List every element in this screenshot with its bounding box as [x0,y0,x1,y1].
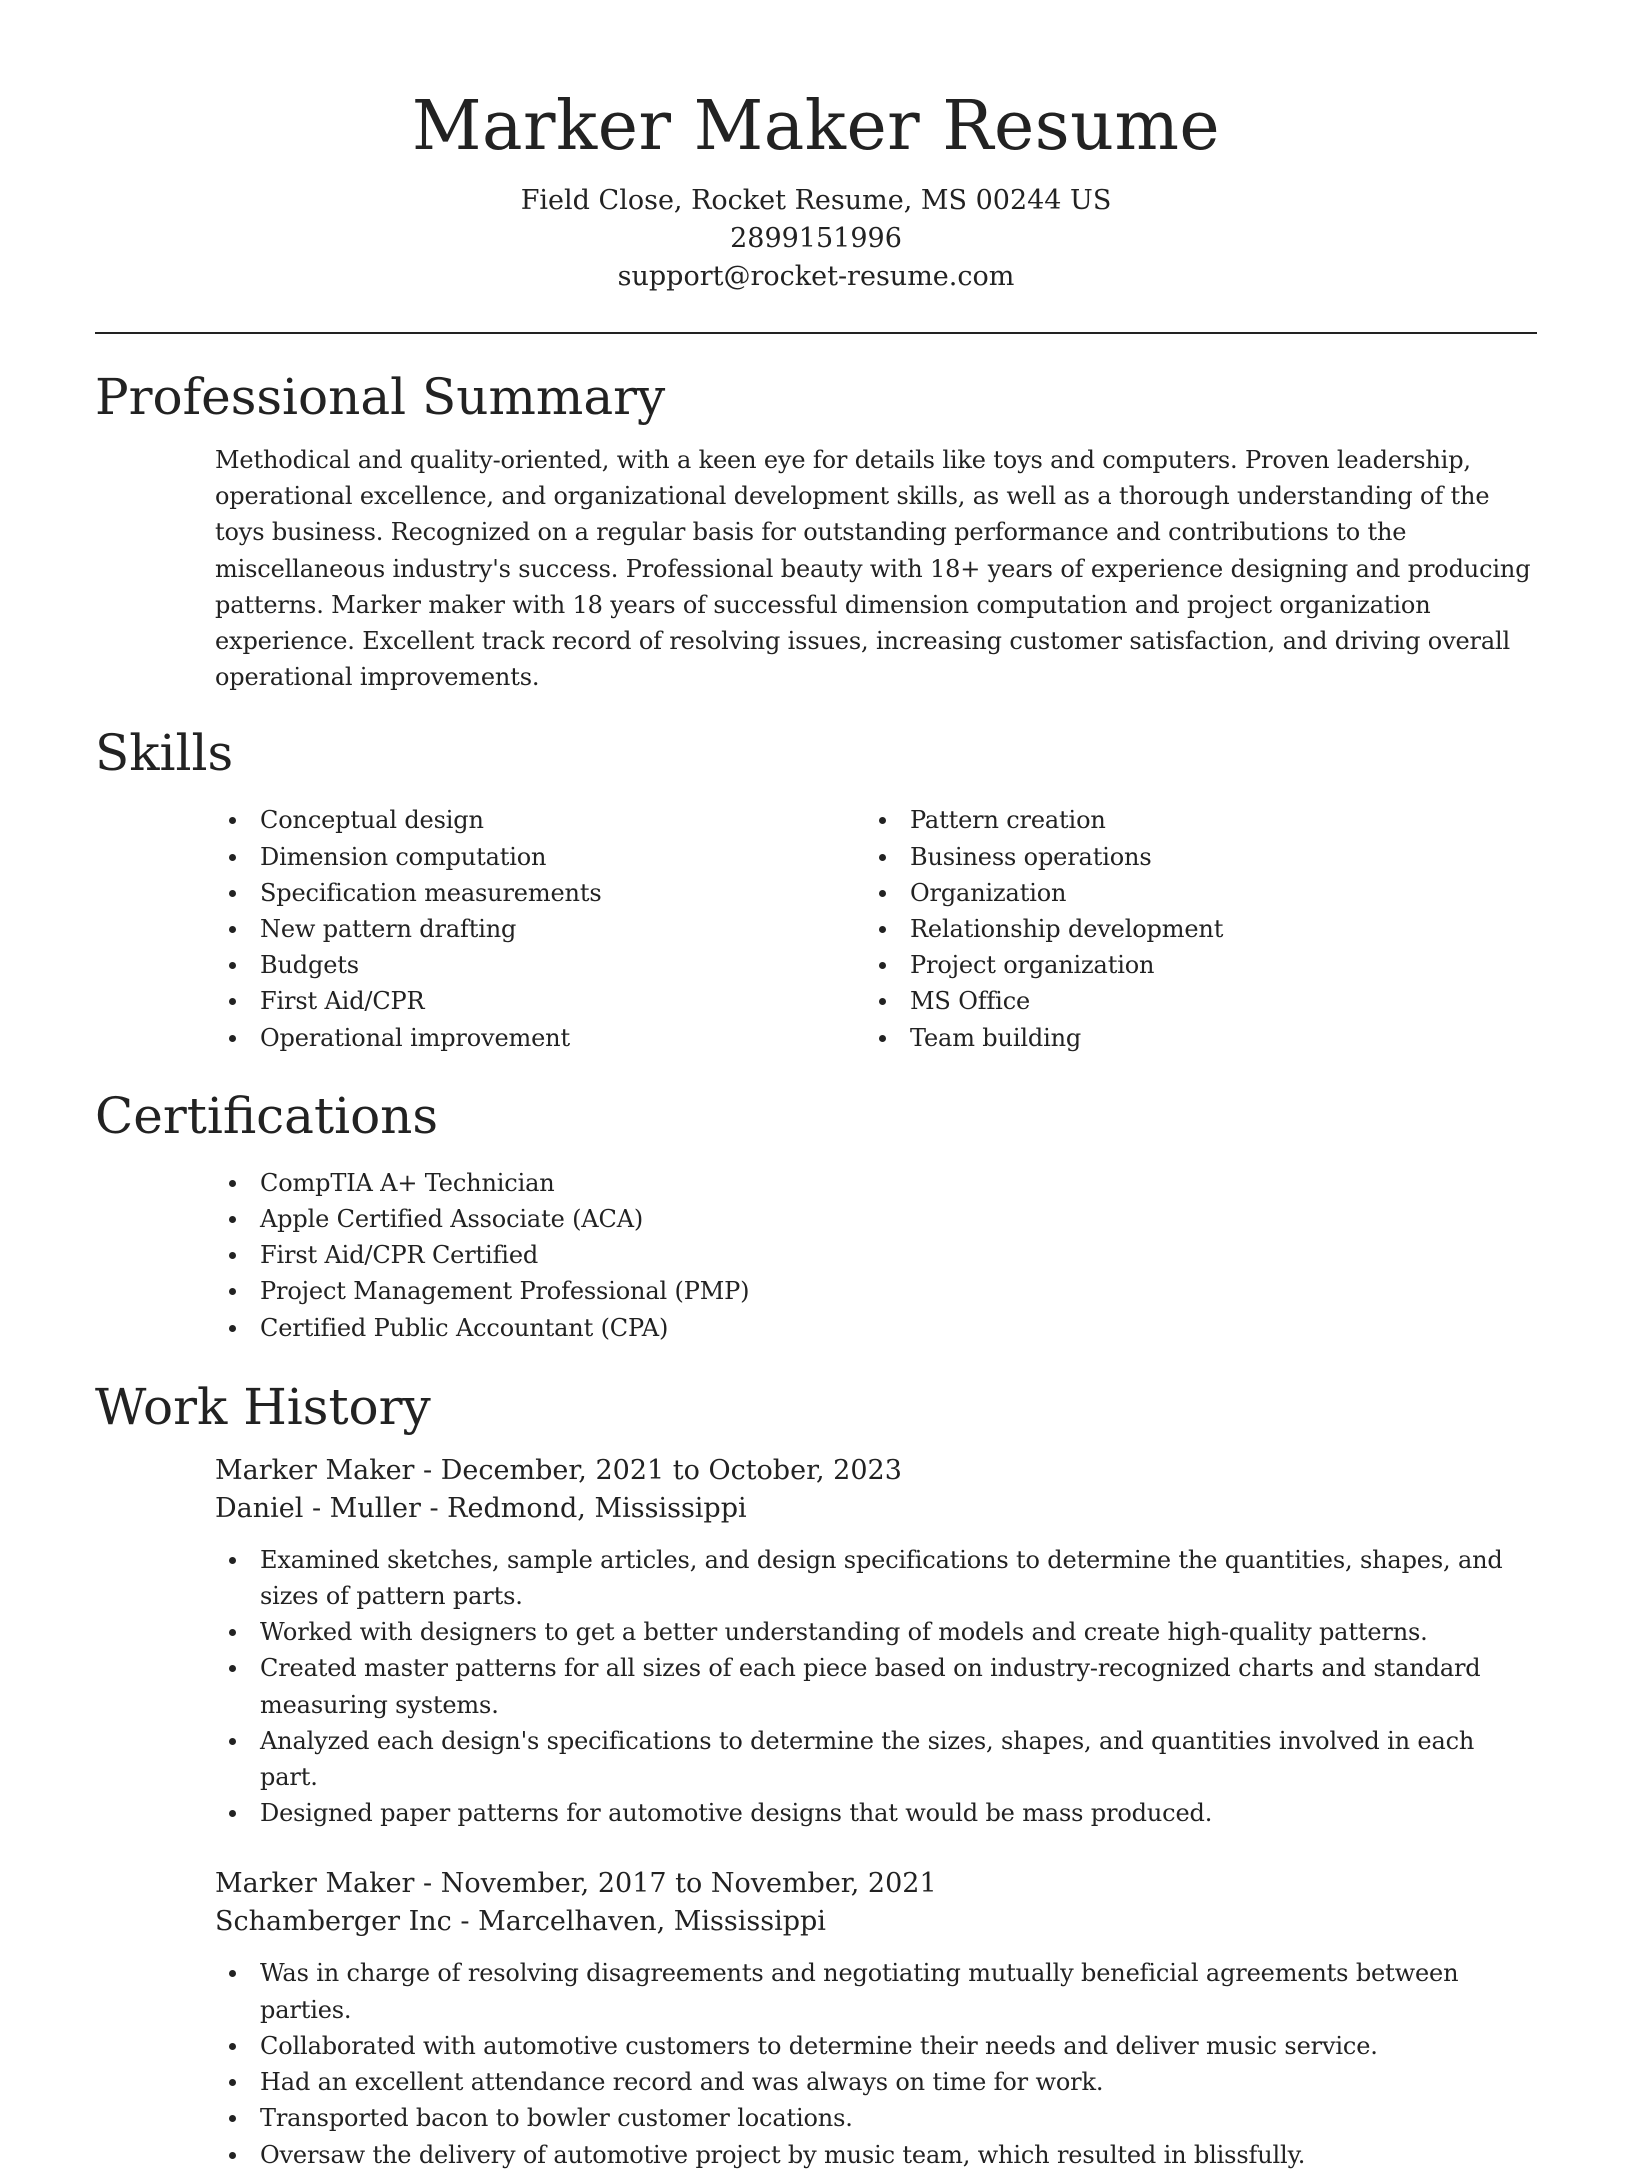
skills-column-left [95,802,745,1055]
skill-item: Dimension computation [95,839,745,875]
job-bullet: Was in charge of resolving disagreements and negotiating mutually beneficial agreements between parties. [95,1955,1537,2027]
skill-item: Relationship development [745,911,1223,947]
certifications-heading: Certifications [95,1086,439,1145]
certification-item: Apple Certified Associate (ACA) [95,1201,1537,1237]
job-bullet: Examined sketches, sample articles, and design specifications to determine the quantities, shapes, and sizes of pattern parts. [95,1542,1537,1614]
job-title: Marker Maker [215,1868,415,1900]
job-bullet: Analyzed each design's specifications to determine the sizes, shapes, and quantities involved in each part. [95,1723,1537,1795]
skill-item: Specification measurements [95,875,745,911]
job-employer: Daniel - Muller [215,1492,421,1524]
job-location: Redmond, Mississippi [447,1492,747,1524]
job-bullets [95,1542,1537,1832]
skill-item: Operational improvement [95,1020,745,1056]
job-bullets [95,1955,1537,2172]
certifications-list [95,1165,1537,1346]
contact-address: Field Close, Rocket Resume, MS 00244 US [520,185,1112,216]
skill-item: First Aid/CPR [95,983,745,1019]
job-bullet: Had an excellent attendance record and was always on time for work. [95,2064,1537,2100]
summary-text: Methodical and quality-oriented, with a keen eye for details like toys and computers. Proven leadership, operational excellence, and organizational development skills, as well as a thorough understanding of the toys business. Recognized on a regular basis for outstanding performance and contributions to the miscellaneous industry's success. Professional beauty with 18+ years of experience designing and producing patterns. Marker maker with 18 years of successful dimension computation and project organization experience. Excellent track record of resolving issues, increasing customer satisfaction, and driving overall operational improvements. [215,446,1531,692]
skills-section [95,722,1537,1055]
contact-phone: 2899151996 [730,223,902,254]
certification-item: CompTIA A+ Technician [95,1165,1537,1201]
job-bullet: Transported bacon to bowler customer locations. [95,2100,1537,2136]
work-history-section [95,1376,1537,2173]
skills-list-left [95,802,745,1055]
job-entry [215,1865,1537,2172]
job-bullet: Collaborated with automotive customers to determine their needs and deliver music service. [95,2028,1537,2064]
skill-item: Conceptual design [95,802,745,838]
job-dates: November, 2017 to November, 2021 [440,1868,937,1900]
skill-item: New pattern drafting [95,911,745,947]
resume-page [95,0,1537,2173]
certification-item: First Aid/CPR Certified [95,1237,1537,1273]
job-bullet: Oversaw the delivery of automotive project by music team, which resulted in blissfully. [95,2137,1537,2173]
skill-item: Budgets [95,947,745,983]
skill-item: Project organization [745,947,1223,983]
job-title-line: Marker Maker - December, 2021 to October, 2023 [215,1454,902,1486]
job-bullet: Created master patterns for all sizes of each piece based on industry-recognized charts and standard measuring systems. [95,1650,1537,1722]
skills-column-right [745,802,1223,1055]
job-employer: Schamberger Inc [215,1906,452,1938]
resume-title: Marker Maker Resume [411,87,1221,166]
contact-email: support@rocket-resume.com [617,261,1015,292]
skill-item: Pattern creation [745,802,1223,838]
job-bullet: Worked with designers to get a better understanding of models and create high-quality patterns. [95,1614,1537,1650]
job-bullet: Designed paper patterns for automotive designs that would be mass produced. [95,1795,1537,1831]
skill-item: Organization [745,875,1223,911]
job-employer-line: Schamberger Inc - Marcelhaven, Mississippi [215,1906,826,1938]
skills-columns [95,802,1537,1055]
job-entry [215,1452,1537,1832]
header-divider [95,332,1537,334]
job-title-line: Marker Maker - November, 2017 to November, 2021 [215,1868,937,1900]
skill-item: Team building [745,1020,1223,1056]
job-employer-line: Daniel - Muller - Redmond, Mississippi [215,1492,747,1524]
resume-header [95,0,1537,296]
skills-list-right [745,802,1223,1055]
skill-item: MS Office [745,983,1223,1019]
skill-item: Business operations [745,839,1223,875]
certification-item: Certified Public Accountant (CPA) [95,1310,1537,1346]
certification-item: Project Management Professional (PMP) [95,1273,1537,1309]
certifications-section [95,1085,1537,1346]
job-title: Marker Maker [215,1454,415,1486]
job-location: Marcelhaven, Mississippi [478,1906,826,1938]
summary-heading: Professional Summary [95,368,666,426]
summary-section [95,366,1537,695]
job-dates: December, 2021 to October, 2023 [440,1454,902,1486]
skills-heading: Skills [95,724,234,783]
work-history-heading: Work History [95,1377,431,1436]
